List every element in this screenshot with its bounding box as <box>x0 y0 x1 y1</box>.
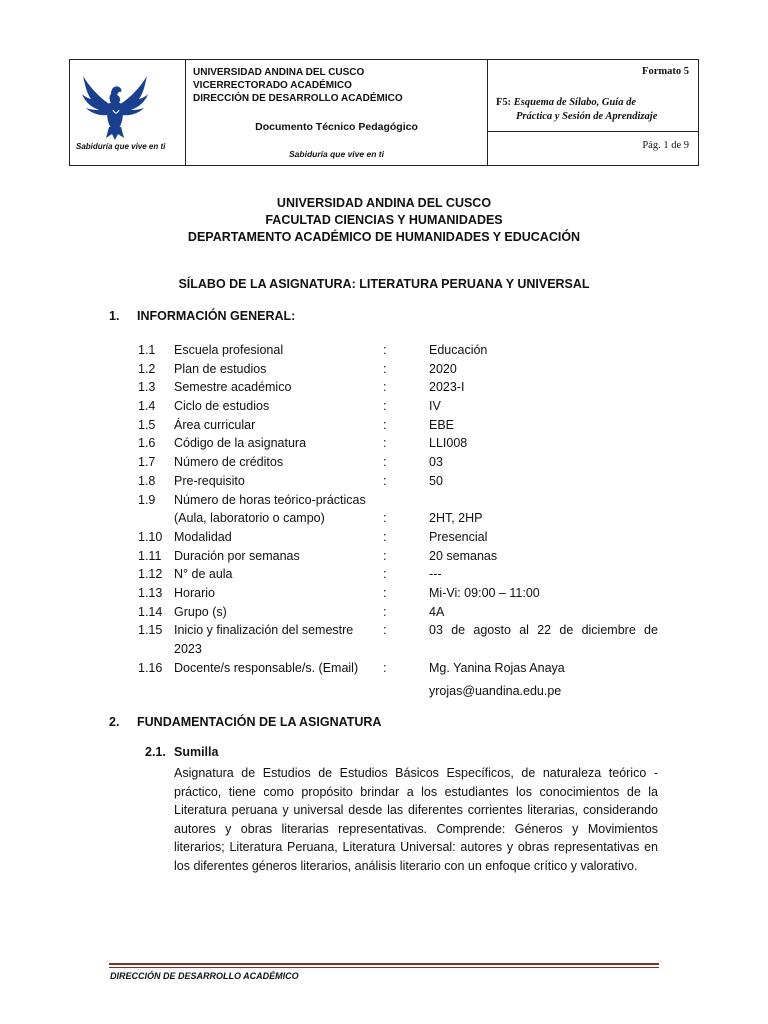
info-label: Número de horas teórico-prácticas <box>174 492 366 507</box>
info-row-teacher-email <box>0 682 768 701</box>
footer-rule-thick <box>109 963 659 965</box>
info-label: Semestre académico <box>174 380 292 395</box>
info-row-credits <box>0 453 768 472</box>
info-row-hours <box>0 491 768 510</box>
info-num: 1.7 <box>138 455 156 470</box>
document-header <box>69 59 699 166</box>
institution-lines <box>193 66 403 105</box>
info-num: 1.3 <box>138 380 156 395</box>
teacher-name: Mg. Yanina Rojas Anaya <box>429 660 565 675</box>
format-number: Formato 5 <box>642 66 689 77</box>
info-label: Docente/s responsable/s. (Email) <box>174 660 359 675</box>
info-label: Horario <box>174 585 215 600</box>
info-label: Escuela profesional <box>174 343 284 357</box>
info-row-prerequisite <box>0 472 768 491</box>
info-row-teacher <box>0 659 768 678</box>
title-faculty: FACULTAD CIENCIAS Y HUMANIDADES <box>265 213 503 227</box>
date-word: de <box>559 623 574 638</box>
info-value: 03 <box>429 455 443 470</box>
general-info-list <box>0 341 768 701</box>
date-word: agosto <box>473 623 511 638</box>
info-colon: : <box>383 548 387 563</box>
info-row-dates <box>0 621 768 640</box>
info-colon: : <box>383 436 387 451</box>
info-row-area <box>0 416 768 435</box>
info-num: 1.1 <box>138 343 156 357</box>
info-value: Mi-Vi: 09:00 – 11:00 <box>429 585 540 600</box>
info-label: Área curricular <box>174 417 256 432</box>
info-colon: : <box>383 380 387 395</box>
info-row-plan <box>0 360 768 379</box>
info-label: Número de créditos <box>174 455 284 470</box>
info-colon: : <box>383 660 387 675</box>
info-row-classroom <box>0 565 768 584</box>
subsection-title: Sumilla <box>174 745 219 759</box>
university-eagle-logo-icon <box>77 72 153 144</box>
info-value: 50 <box>429 473 443 488</box>
format-title-line-1: Esquema de Sílabo, Guía de <box>513 97 637 108</box>
info-num: 1.12 <box>138 567 163 582</box>
info-label: Grupo (s) <box>174 604 227 619</box>
date-word: de <box>644 623 658 638</box>
institution-cell <box>186 60 488 165</box>
info-num: 1.5 <box>138 417 156 432</box>
info-row-schedule <box>0 584 768 603</box>
section-title: FUNDAMENTACIÓN DE LA ASIGNATURA <box>137 715 382 729</box>
info-colon: : <box>383 623 387 638</box>
date-word: 22 <box>537 623 552 638</box>
info-label: Pre-requisito <box>174 473 245 488</box>
info-value: 2023-I <box>429 380 465 395</box>
title-university: UNIVERSIDAD ANDINA DEL CUSCO <box>276 196 492 210</box>
format-code: F5: <box>496 97 512 108</box>
info-num: 1.8 <box>138 473 156 488</box>
info-value: 20 semanas <box>429 548 498 563</box>
info-value: EBE <box>429 417 455 432</box>
info-colon: : <box>383 417 387 432</box>
info-colon: : <box>383 343 387 357</box>
syllabus-title: SÍLABO DE LA ASIGNATURA: LITERATURA PERUANA Y UNIVERSAL <box>178 277 590 291</box>
info-label: N° de aula <box>174 567 233 582</box>
document-type: Documento Técnico Pedagógico <box>255 121 418 133</box>
info-value: 2HT, 2HP <box>429 511 483 526</box>
title-department: DEPARTAMENTO ACADÉMICO DE HUMANIDADES Y EDUCACIÓN <box>187 230 581 244</box>
date-word: 03 <box>429 623 443 638</box>
info-value: IV <box>429 399 441 414</box>
institution-line-2: VICERRECTORADO ACADÉMICO <box>193 80 352 91</box>
date-word: al <box>519 623 529 638</box>
info-row-semester <box>0 378 768 397</box>
info-value: Presencial <box>429 529 488 544</box>
info-colon: : <box>383 455 387 470</box>
info-value: Educación <box>429 343 488 357</box>
info-colon: : <box>383 361 387 376</box>
info-num: 1.10 <box>138 529 163 544</box>
info-row-modality <box>0 528 768 547</box>
info-num: 1.15 <box>138 623 163 638</box>
teacher-email-link[interactable]: yrojas@uandina.edu.pe <box>429 684 562 699</box>
info-value: LLI008 <box>429 436 468 451</box>
format-cell <box>488 60 698 165</box>
info-label: Duración por semanas <box>174 548 300 563</box>
logo-cell <box>70 60 186 165</box>
info-value-dates <box>429 621 658 640</box>
info-label: Ciclo de estudios <box>174 399 270 414</box>
info-value: 4A <box>429 604 445 619</box>
date-word: de <box>451 623 466 638</box>
info-row-hours-cont <box>0 509 768 528</box>
section-number: 2. <box>109 715 120 729</box>
info-value: 2020 <box>429 361 457 376</box>
info-num: 1.11 <box>138 548 162 563</box>
section-title: INFORMACIÓN GENERAL: <box>137 309 296 323</box>
info-row-dates-cont <box>0 640 768 659</box>
format-title <box>496 96 692 124</box>
subsection-number: 2.1. <box>145 745 166 759</box>
info-num: 1.16 <box>138 660 163 675</box>
info-row-code <box>0 434 768 453</box>
page-number: Pág. 1 de 9 <box>642 140 689 151</box>
info-label: Código de la asignatura <box>174 436 307 451</box>
info-label: Inicio y finalización del semestre <box>174 623 354 638</box>
info-colon: : <box>383 567 387 582</box>
institution-line-1: UNIVERSIDAD ANDINA DEL CUSCO <box>193 67 365 78</box>
format-title-line-2: Práctica y Sesión de Aprendizaje <box>516 111 658 122</box>
section-number: 1. <box>109 309 120 323</box>
footer-text: DIRECCIÓN DE DESARROLLO ACADÉMICO <box>110 971 299 981</box>
info-row-duration <box>0 547 768 566</box>
info-row-group <box>0 603 768 622</box>
info-num: 1.13 <box>138 585 163 600</box>
info-colon: : <box>383 604 387 619</box>
info-colon: : <box>383 473 387 488</box>
info-row-school <box>0 341 768 360</box>
info-num: 1.9 <box>138 492 156 507</box>
info-colon: : <box>383 399 387 414</box>
info-num: 1.2 <box>138 361 156 376</box>
info-num: 1.6 <box>138 436 156 451</box>
info-row-cycle <box>0 397 768 416</box>
document-titles <box>0 195 768 246</box>
date-word: diciembre <box>581 623 636 638</box>
info-colon: : <box>383 529 387 544</box>
footer-rule-thin <box>109 967 659 968</box>
sumilla-paragraph: Asignatura de Estudios de Estudios Básicos Específicos, de naturaleza teórico - práctico, tiene como propósito brindar a los estudiantes los conocimientos de la Literatura peruana y universal desde las diferentes corrientes literarias, considerando autores y obras literarias representativas. Comprende: Géneros y Movimientos literarios; Literatura Peruana, Literatura Universal: autores y obras representativas en los diferentes géneros literarios, análisis literario con un enfoque crítico y valorativo. <box>174 766 658 873</box>
info-label: Modalidad <box>174 529 232 544</box>
info-num: 1.4 <box>138 399 156 414</box>
header-motto: Sabiduría que vive en ti <box>289 149 384 159</box>
format-divider <box>488 131 698 132</box>
info-colon: : <box>383 511 387 526</box>
info-value: --- <box>429 567 442 582</box>
info-label-cont: (Aula, laboratorio o campo) <box>174 511 325 526</box>
info-label-cont: 2023 <box>174 642 202 656</box>
info-label: Plan de estudios <box>174 361 267 376</box>
institution-line-3: DIRECCIÓN DE DESARROLLO ACADÉMICO <box>193 93 403 104</box>
info-num: 1.14 <box>138 604 163 619</box>
logo-motto: Sabiduría que vive en ti <box>76 142 166 151</box>
info-colon: : <box>383 585 387 600</box>
